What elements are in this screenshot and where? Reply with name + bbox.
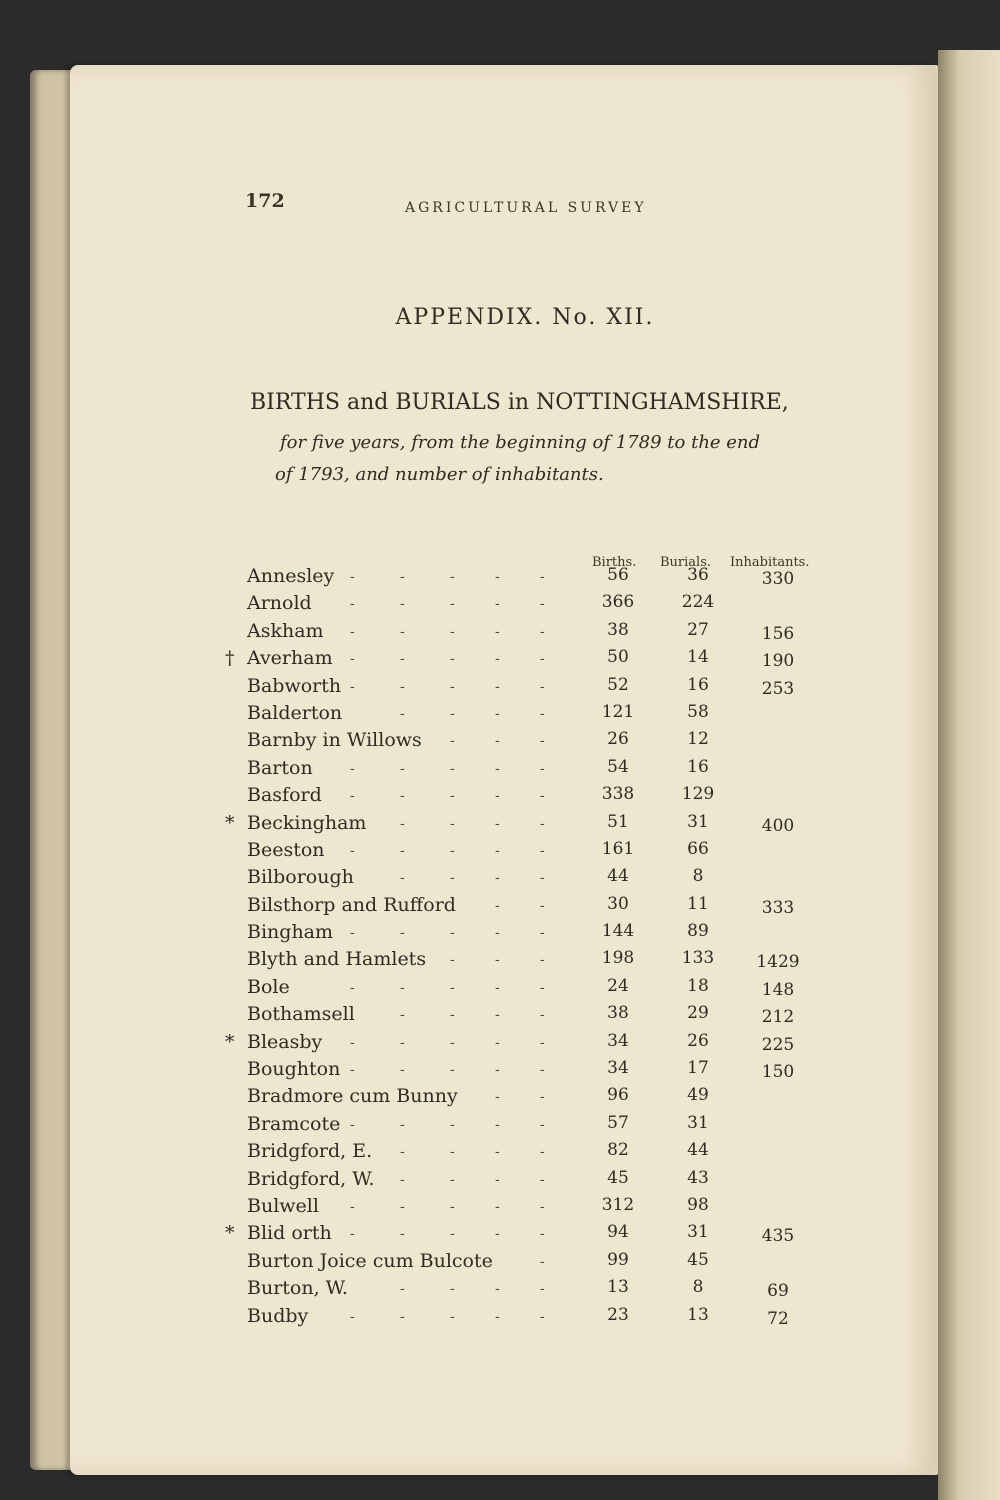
leader-dash: - — [400, 705, 405, 722]
row-mark: * — [225, 811, 235, 834]
leader-dash: - — [400, 1171, 405, 1188]
leader-dash: - — [350, 651, 355, 668]
inhabitants-value: 190 — [761, 651, 795, 672]
leader-dash: - — [450, 596, 455, 613]
births-burials-table — [225, 565, 825, 1332]
leader-dash: - — [495, 1281, 500, 1298]
burials-value: 8 — [692, 1277, 704, 1298]
burials-value: 98 — [687, 1194, 709, 1215]
table-row — [225, 866, 825, 893]
table-row — [225, 1195, 825, 1222]
table-row — [225, 976, 825, 1003]
burials-value: 17 — [687, 1058, 709, 1079]
facing-page-edge — [938, 50, 1000, 1500]
births-value: 198 — [601, 948, 635, 969]
inhabitants-value: 225 — [761, 1034, 795, 1055]
leader-dash: - — [400, 1198, 405, 1215]
births-value: 30 — [607, 893, 629, 914]
burials-value: 26 — [687, 1030, 709, 1051]
births-value: 121 — [601, 701, 635, 722]
leader-dash: - — [495, 1116, 500, 1133]
leader-dash: - — [450, 1281, 455, 1298]
leader-dash: - — [540, 623, 545, 640]
burials-value: 12 — [687, 729, 709, 750]
births-value: 23 — [607, 1304, 629, 1325]
place-name: Basford — [247, 784, 322, 807]
table-title — [250, 390, 820, 485]
place-name: Burton Joice cum Bulcote — [247, 1249, 493, 1272]
births-value: 338 — [601, 784, 635, 805]
leader-dash: - — [400, 1034, 405, 1051]
leader-dash: - — [400, 1062, 405, 1079]
burials-value: 18 — [687, 975, 709, 996]
place-name: Bleasby — [247, 1030, 323, 1053]
column-header-burials: Burials. — [660, 555, 712, 570]
burials-value: 45 — [687, 1249, 709, 1270]
leader-dash: - — [450, 623, 455, 640]
leader-dash: - — [495, 733, 500, 750]
burials-value: 43 — [687, 1167, 709, 1188]
leader-dash: - — [400, 1116, 405, 1133]
table-row — [225, 757, 825, 784]
births-value: 13 — [607, 1277, 629, 1298]
leader-dash: - — [450, 870, 455, 887]
leader-dash: - — [400, 678, 405, 695]
place-name: Burton, W. — [247, 1277, 348, 1300]
burials-value: 11 — [687, 893, 709, 914]
leader-dash: - — [400, 569, 405, 585]
births-value: 56 — [607, 565, 629, 585]
leader-dash: - — [450, 952, 455, 969]
leader-dash: - — [540, 1226, 545, 1243]
row-mark: * — [225, 1222, 235, 1245]
leader-dash: - — [540, 733, 545, 750]
place-name: Babworth — [247, 674, 342, 697]
table-row — [225, 812, 825, 839]
leader-dash: - — [540, 842, 545, 859]
leader-dash: - — [450, 842, 455, 859]
inhabitants-value: 69 — [767, 1281, 789, 1302]
leader-dash: - — [350, 925, 355, 942]
leader-dash: - — [350, 1308, 355, 1325]
place-name: Barnby in Willows — [247, 729, 422, 752]
leader-dash: - — [540, 925, 545, 942]
leader-dash: - — [450, 1226, 455, 1243]
leader-dash: - — [350, 1116, 355, 1133]
burials-value: 31 — [687, 1112, 709, 1133]
leader-dash: - — [350, 1226, 355, 1243]
leader-dash: - — [450, 1198, 455, 1215]
births-value: 96 — [607, 1085, 629, 1106]
burials-value: 36 — [687, 565, 709, 585]
leader-dash: - — [450, 1308, 455, 1325]
table-row — [225, 921, 825, 948]
burials-value: 133 — [681, 948, 715, 969]
leader-dash: - — [450, 1116, 455, 1133]
leader-dash: - — [540, 897, 545, 914]
leader-dash: - — [540, 678, 545, 695]
place-name: Bridgford, W. — [247, 1167, 375, 1190]
leader-dash: - — [540, 596, 545, 613]
table-row — [225, 1058, 825, 1085]
leader-dash: - — [400, 925, 405, 942]
leader-dash: - — [450, 788, 455, 805]
births-value: 54 — [607, 756, 629, 777]
births-value: 26 — [607, 729, 629, 750]
place-name: Beckingham — [247, 811, 367, 834]
title-line-3: of 1793, and number of inhabitants. — [275, 464, 604, 485]
leader-dash: - — [450, 678, 455, 695]
place-name: Boughton — [247, 1058, 341, 1081]
leader-dash: - — [495, 569, 500, 585]
births-value: 34 — [607, 1058, 629, 1079]
leader-dash: - — [350, 979, 355, 996]
table-row — [225, 1222, 825, 1249]
burials-value: 27 — [687, 619, 709, 640]
place-name: Blid orth — [247, 1222, 332, 1245]
inhabitants-value: 253 — [761, 678, 795, 699]
leader-dash: - — [540, 1198, 545, 1215]
table-row — [225, 702, 825, 729]
place-name: Barton — [247, 756, 313, 779]
table-row — [225, 894, 825, 921]
leader-dash: - — [495, 1171, 500, 1188]
leader-dash: - — [540, 815, 545, 832]
leader-dash: - — [495, 651, 500, 668]
births-value: 82 — [607, 1140, 629, 1161]
leader-dash: - — [400, 623, 405, 640]
births-value: 366 — [601, 592, 635, 613]
leader-dash: - — [495, 1226, 500, 1243]
births-value: 312 — [601, 1194, 635, 1215]
leader-dash: - — [400, 979, 405, 996]
leader-dash: - — [400, 760, 405, 777]
burials-value: 224 — [681, 592, 715, 613]
table-row — [225, 675, 825, 702]
place-name: Averham — [247, 647, 333, 670]
leader-dash: - — [450, 1144, 455, 1161]
place-name: Balderton — [247, 701, 343, 724]
burials-value: 89 — [687, 921, 709, 942]
leader-dash: - — [450, 1034, 455, 1051]
place-name: Bulwell — [247, 1194, 319, 1217]
leader-dash: - — [450, 979, 455, 996]
births-value: 99 — [607, 1249, 629, 1270]
page-number: 172 — [245, 190, 285, 212]
burials-value: 16 — [687, 756, 709, 777]
table-row — [225, 565, 825, 592]
inhabitants-value: 156 — [761, 623, 795, 644]
inhabitants-value: 333 — [761, 897, 795, 918]
births-value: 44 — [607, 866, 629, 887]
births-value: 144 — [601, 921, 635, 942]
leader-dash: - — [400, 1226, 405, 1243]
place-name: Bridgford, E. — [247, 1140, 373, 1163]
table-row — [225, 1085, 825, 1112]
leader-dash: - — [495, 788, 500, 805]
burials-value: 14 — [687, 647, 709, 668]
burials-value: 31 — [687, 811, 709, 832]
table-row — [225, 1305, 825, 1332]
leader-dash: - — [540, 788, 545, 805]
leader-dash: - — [495, 897, 500, 914]
leader-dash: - — [540, 651, 545, 668]
leader-dash: - — [540, 1308, 545, 1325]
inhabitants-value: 150 — [761, 1062, 795, 1083]
leader-dash: - — [350, 1198, 355, 1215]
table-row — [225, 1277, 825, 1304]
leader-dash: - — [540, 1062, 545, 1079]
table-row — [225, 839, 825, 866]
burials-value: 31 — [687, 1222, 709, 1243]
table-row — [225, 620, 825, 647]
leader-dash: - — [540, 569, 545, 585]
row-mark: † — [225, 647, 235, 670]
leader-dash: - — [540, 1089, 545, 1106]
leader-dash: - — [400, 815, 405, 832]
leader-dash: - — [450, 1007, 455, 1024]
leader-dash: - — [540, 1281, 545, 1298]
leader-dash: - — [495, 979, 500, 996]
births-value: 24 — [607, 975, 629, 996]
leader-dash: - — [495, 1308, 500, 1325]
leader-dash: - — [450, 733, 455, 750]
column-header-births: Births. — [592, 555, 637, 570]
leader-dash: - — [495, 1007, 500, 1024]
burials-value: 29 — [687, 1003, 709, 1024]
births-value: 161 — [601, 838, 635, 859]
leader-dash: - — [495, 1144, 500, 1161]
running-head: AGRICULTURAL SURVEY — [405, 200, 647, 216]
leader-dash: - — [450, 1062, 455, 1079]
leader-dash: - — [450, 569, 455, 585]
leader-dash: - — [540, 1116, 545, 1133]
leader-dash: - — [495, 952, 500, 969]
table-row — [225, 784, 825, 811]
leader-dash: - — [495, 842, 500, 859]
place-name: Bilborough — [247, 866, 354, 889]
leader-dash: - — [400, 1007, 405, 1024]
births-value: 45 — [607, 1167, 629, 1188]
inhabitants-value: 148 — [761, 979, 795, 1000]
leader-dash: - — [540, 760, 545, 777]
births-value: 94 — [607, 1222, 629, 1243]
place-name: Askham — [247, 619, 324, 642]
title-line-2: for five years, from the beginning of 1789 to the end — [280, 432, 761, 453]
place-name: Budby — [247, 1304, 309, 1327]
leader-dash: - — [450, 1171, 455, 1188]
leader-dash: - — [540, 1007, 545, 1024]
leader-dash: - — [450, 705, 455, 722]
leader-dash: - — [495, 1198, 500, 1215]
table-row — [225, 592, 825, 619]
table-row — [225, 1140, 825, 1167]
leader-dash: - — [540, 1034, 545, 1051]
leader-dash: - — [350, 760, 355, 777]
place-name: Bingham — [247, 921, 334, 944]
leader-dash: - — [495, 1089, 500, 1106]
burials-value: 44 — [687, 1140, 709, 1161]
leader-dash: - — [540, 1171, 545, 1188]
leader-dash: - — [350, 596, 355, 613]
leader-dash: - — [400, 1144, 405, 1161]
place-name: Beeston — [247, 838, 325, 861]
leader-dash: - — [400, 788, 405, 805]
place-name: Bole — [247, 975, 290, 998]
burials-value: 49 — [687, 1085, 709, 1106]
leader-dash: - — [495, 623, 500, 640]
leader-dash: - — [400, 842, 405, 859]
leader-dash: - — [350, 788, 355, 805]
burials-value: 16 — [687, 674, 709, 695]
leader-dash: - — [400, 651, 405, 668]
births-value: 34 — [607, 1030, 629, 1051]
leader-dash: - — [450, 651, 455, 668]
leader-dash: - — [495, 870, 500, 887]
table-row — [225, 1250, 825, 1277]
leader-dash: - — [400, 596, 405, 613]
appendix-heading: APPENDIX. No. XII. — [395, 305, 655, 330]
leader-dash: - — [495, 1062, 500, 1079]
burials-value: 13 — [687, 1304, 709, 1325]
table-row — [225, 1113, 825, 1140]
leader-dash: - — [400, 1308, 405, 1325]
births-value: 51 — [607, 811, 629, 832]
table-row — [225, 729, 825, 756]
burials-value: 129 — [681, 784, 715, 805]
leader-dash: - — [540, 870, 545, 887]
table-row — [225, 1168, 825, 1195]
births-value: 57 — [607, 1112, 629, 1133]
place-name: Bothamsell — [247, 1003, 355, 1026]
table-row — [225, 1031, 825, 1058]
leader-dash: - — [350, 678, 355, 695]
leader-dash: - — [400, 1281, 405, 1298]
births-value: 52 — [607, 674, 629, 695]
leader-dash: - — [350, 569, 355, 585]
table-row — [225, 948, 825, 975]
births-value: 38 — [607, 619, 629, 640]
leader-dash: - — [540, 952, 545, 969]
burials-value: 58 — [687, 701, 709, 722]
burials-value: 8 — [692, 866, 704, 887]
place-name: Bilsthorp and Rufford — [247, 893, 456, 916]
leader-dash: - — [450, 925, 455, 942]
place-name: Annesley — [247, 565, 335, 587]
place-name: Bradmore cum Bunny — [247, 1085, 458, 1108]
leader-dash: - — [495, 596, 500, 613]
leader-dash: - — [350, 623, 355, 640]
leader-dash: - — [495, 705, 500, 722]
inhabitants-value: 72 — [767, 1308, 789, 1329]
leader-dash: - — [350, 1034, 355, 1051]
leader-dash: - — [495, 760, 500, 777]
inhabitants-value: 435 — [761, 1226, 795, 1247]
burials-value: 66 — [687, 838, 709, 859]
page-header — [245, 190, 685, 218]
leader-dash: - — [540, 1144, 545, 1161]
leader-dash: - — [495, 678, 500, 695]
place-name: Arnold — [247, 592, 312, 615]
inhabitants-value: 1429 — [756, 952, 800, 973]
births-value: 50 — [607, 647, 629, 668]
column-header-inhabitants: Inhabitants. — [730, 555, 810, 570]
inhabitants-value: 400 — [761, 815, 795, 836]
leader-dash: - — [450, 760, 455, 777]
leader-dash: - — [540, 1253, 545, 1270]
table-row — [225, 1003, 825, 1030]
place-name: Bramcote — [247, 1112, 341, 1135]
leader-dash: - — [495, 815, 500, 832]
leader-dash: - — [350, 842, 355, 859]
table-row — [225, 647, 825, 674]
row-mark: * — [225, 1030, 235, 1053]
births-value: 38 — [607, 1003, 629, 1024]
place-name: Blyth and Hamlets — [247, 948, 427, 971]
title-line-1: BIRTHS and BURIALS in NOTTINGHAMSHIRE, — [250, 390, 789, 415]
leader-dash: - — [540, 979, 545, 996]
leader-dash: - — [450, 815, 455, 832]
inhabitants-value: 330 — [761, 569, 795, 589]
leader-dash: - — [540, 705, 545, 722]
inhabitants-value: 212 — [761, 1007, 795, 1028]
leader-dash: - — [495, 1034, 500, 1051]
leader-dash: - — [350, 1062, 355, 1079]
leader-dash: - — [400, 870, 405, 887]
leader-dash: - — [495, 925, 500, 942]
